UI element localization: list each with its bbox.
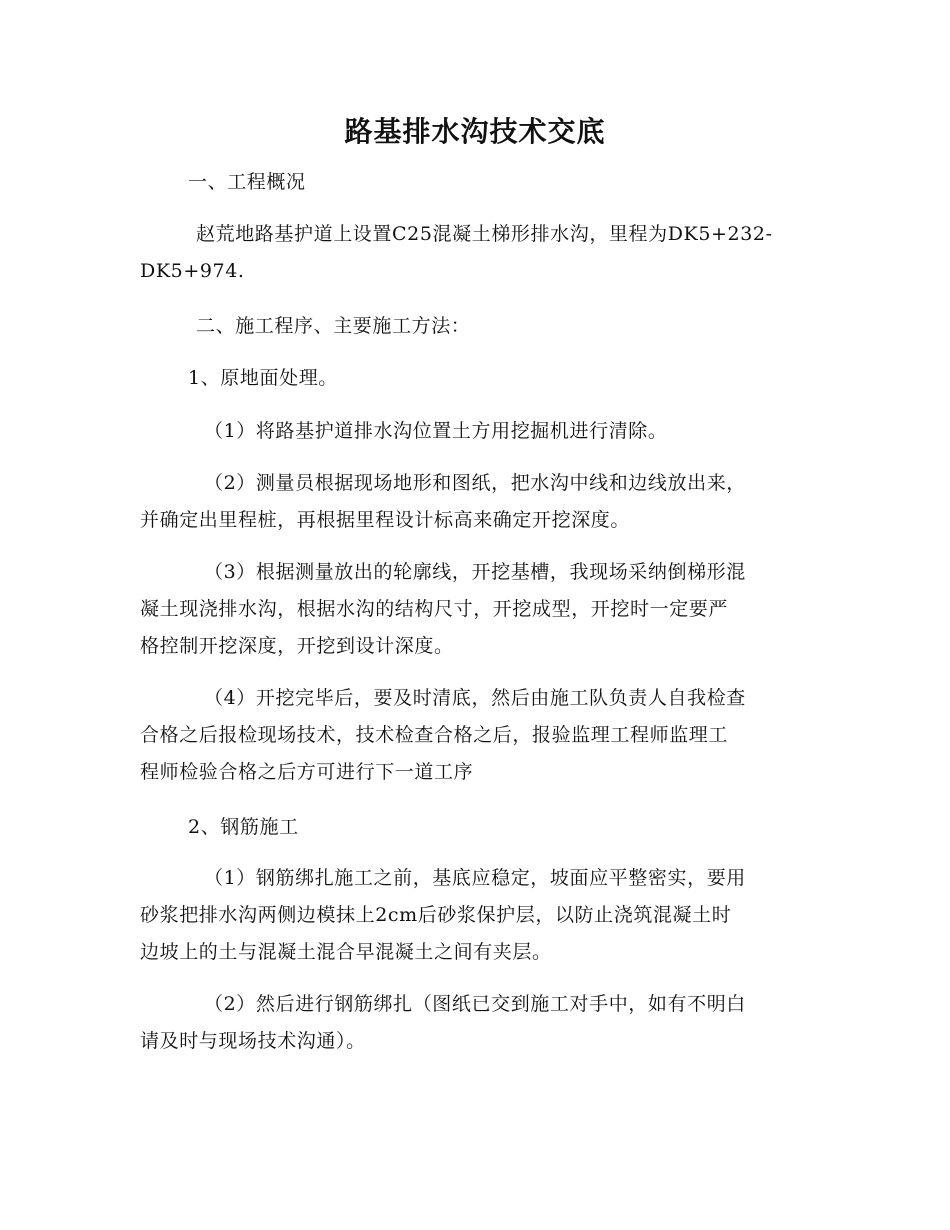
- ground-treatment-item-3-line-2: 凝土现浇排水沟，根据水沟的结构尺寸，开挖成型，开挖时一定要严: [140, 598, 729, 620]
- rebar-item-1-line-3: 边坡上的土与混凝土混合早混凝土之间有夹层。: [140, 941, 552, 963]
- ground-treatment-item-4-line-2: 合格之后报检现场技术，技术检查合格之后，报验监理工程师监理工: [140, 724, 729, 746]
- rebar-item-2-line-1: （2）然后进行钢筋绑扎（图纸已交到施工对手中，如有不明白: [204, 993, 746, 1015]
- ground-treatment-item-2-line-2: 并确定出里程桩，再根据里程设计标高来确定开挖深度。: [140, 509, 631, 531]
- section-heading-procedure: 二、施工程序、主要施工方法：: [196, 315, 471, 337]
- rebar-item-1-line-2: 砂浆把排水沟两侧边模抹上2cm后砂浆保护层，以防止浇筑混凝土时: [140, 904, 732, 926]
- document-title: 路基排水沟技术交底: [344, 115, 606, 148]
- ground-treatment-item-3-line-3: 格控制开挖深度，开挖到设计深度。: [140, 635, 454, 657]
- ground-treatment-item-4-line-3: 程师检验合格之后方可进行下一道工序: [140, 761, 474, 783]
- ground-treatment-item-2-line-1: （2）测量员根据现场地形和图纸，把水沟中线和边线放出来，: [204, 472, 746, 494]
- ground-treatment-item-1: （1）将路基护道排水沟位置土方用挖掘机进行清除。: [204, 420, 668, 442]
- subsection-heading-rebar: 2、钢筋施工: [188, 816, 299, 838]
- subsection-heading-ground-treatment: 1、原地面处理。: [188, 367, 338, 389]
- ground-treatment-item-3-line-1: （3）根据测量放出的轮廓线，开挖基槽，我现场采纳倒梯形混: [204, 561, 746, 583]
- ground-treatment-item-4-line-1: （4）开挖完毕后，要及时清底，然后由施工队负责人自我检查: [204, 687, 746, 709]
- rebar-item-2-line-2: 请及时与现场技术沟通）。: [140, 1030, 366, 1052]
- overview-paragraph-line-2: DK5+974.: [140, 260, 245, 282]
- rebar-item-1-line-1: （1）钢筋绑扎施工之前，基底应稳定，坡面应平整密实，要用: [204, 867, 746, 889]
- overview-paragraph-line-1: 赵荒地路基护道上设置C25混凝土梯形排水沟，里程为DK5+232-: [196, 223, 773, 245]
- section-heading-overview: 一、工程概况: [188, 171, 306, 193]
